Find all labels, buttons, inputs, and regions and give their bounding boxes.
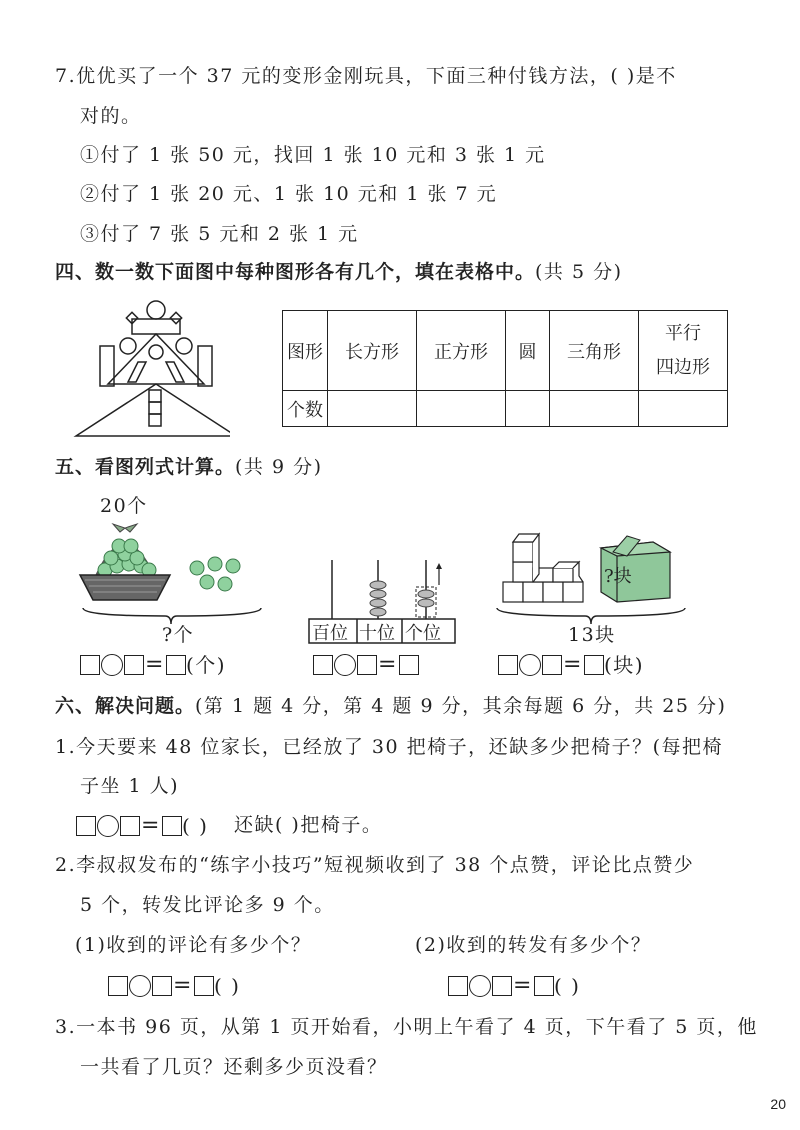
q7-option-2: ②付了 1 张 20 元、1 张 10 元和 1 张 7 元 (80, 183, 498, 205)
answer-box[interactable] (108, 976, 128, 996)
table-header-count: 个数 (283, 391, 328, 427)
answer-box[interactable] (498, 655, 518, 675)
shape-figure (70, 298, 230, 438)
answer-box[interactable] (313, 655, 333, 675)
problem3-line2: 一共看了几页？还剩多少页没看？ (80, 1056, 388, 1078)
box-unknown-label: ?块 (604, 566, 632, 587)
col-parallelogram: 平行 四边形 (639, 311, 728, 391)
problem1-line1: 1.今天要来 48 位家长，已经放了 30 把椅子，还缺多少把椅子？(每把椅 (55, 736, 724, 758)
section6-score: (第 1 题 4 分，第 4 题 9 分，其余每题 6 分，共 25 分) (195, 695, 727, 717)
fig1-unit: (个) (185, 653, 227, 677)
count-cell[interactable] (328, 391, 417, 427)
section6-heading (55, 694, 726, 718)
count-cell[interactable] (639, 391, 728, 427)
problem1-line2: 子坐 1 人) (80, 775, 180, 797)
fig1-bottom-label: ?个 (162, 624, 195, 646)
answer-box[interactable] (542, 655, 562, 675)
col-rectangle: 长方形 (328, 311, 417, 391)
operator-circle[interactable] (101, 654, 123, 676)
problem1-answer: = ( ) 还缺( )把椅子。 (76, 813, 382, 838)
operator-circle[interactable] (97, 815, 119, 837)
q7-option-1: ①付了 1 张 50 元，找回 1 张 10 元和 3 张 1 元 (80, 144, 546, 166)
section4-score: (共 5 分) (535, 261, 623, 283)
answer-box[interactable] (166, 655, 186, 675)
fig1-top-label: 20个 (100, 495, 148, 517)
answer-box[interactable] (399, 655, 419, 675)
fig3-unit: (块) (603, 653, 645, 677)
problem2-line2: 5 个，转发比评论多 9 个。 (80, 894, 335, 916)
answer-box[interactable] (584, 655, 604, 675)
fig1-equation: = (个) (80, 652, 226, 677)
answer-box[interactable] (162, 816, 182, 836)
q7-line2: 对的。 (80, 105, 142, 127)
shape-count-table (282, 310, 728, 427)
answer-paren[interactable]: ( ) (213, 974, 241, 998)
col-square: 正方形 (417, 311, 506, 391)
problem2-q1-equation: = ( ) (108, 973, 240, 998)
section5-title: 五、看图列式计算。 (55, 456, 236, 478)
answer-box[interactable] (534, 976, 554, 996)
page-number: 20 (770, 1096, 786, 1112)
problem1-answer-text: 还缺( )把椅子。 (233, 814, 383, 836)
col-triangle: 三角形 (550, 311, 639, 391)
abacus-label-hundreds: 百位 (312, 623, 348, 644)
problem2-q2-equation: = ( ) (448, 973, 580, 998)
operator-circle[interactable] (519, 654, 541, 676)
problem2-q1: (1)收到的评论有多少个？ (75, 934, 312, 956)
section4-title: 四、数一数下面图中每种图形各有几个，填在表格中。 (55, 261, 536, 283)
fig3-bottom-label: 13块 (568, 624, 616, 646)
section5-score: (共 9 分) (235, 456, 323, 478)
problem3-line1: 3.一本书 96 页，从第 1 页开始看，小明上午看了 4 页，下午看了 5 页，他 (55, 1016, 758, 1038)
fig3-equation: = (块) (498, 652, 644, 677)
operator-circle[interactable] (334, 654, 356, 676)
operator-circle[interactable] (129, 975, 151, 997)
section5-heading (55, 455, 323, 479)
col-circle: 圆 (506, 311, 550, 391)
count-cell[interactable] (417, 391, 506, 427)
count-cell[interactable] (550, 391, 639, 427)
answer-box[interactable] (76, 816, 96, 836)
q7-option-3: ③付了 7 张 5 元和 2 张 1 元 (80, 223, 359, 245)
answer-box[interactable] (124, 655, 144, 675)
abacus-label-tens: 十位 (359, 623, 395, 644)
problem2-line1: 2.李叔叔发布的“练字小技巧”短视频收到了 38 个点赞，评论比点赞少 (55, 854, 695, 876)
answer-box[interactable] (492, 976, 512, 996)
answer-box[interactable] (152, 976, 172, 996)
answer-box[interactable] (120, 816, 140, 836)
abacus-label-ones: 个位 (405, 623, 441, 644)
answer-box[interactable] (80, 655, 100, 675)
table-header-shape: 图形 (283, 311, 328, 391)
problem2-q2: (2)收到的转发有多少个？ (415, 934, 652, 956)
section6-title: 六、解决问题。 (55, 695, 196, 717)
count-cell[interactable] (506, 391, 550, 427)
operator-circle[interactable] (469, 975, 491, 997)
answer-box[interactable] (448, 976, 468, 996)
answer-box[interactable] (357, 655, 377, 675)
answer-paren[interactable]: ( ) (553, 974, 581, 998)
section4-heading (55, 260, 623, 284)
basket-figure (75, 520, 275, 640)
fig2-equation: = (313, 652, 419, 677)
answer-paren[interactable]: ( ) (181, 814, 209, 838)
q7-line1: 7.优优买了一个 37 元的变形金刚玩具，下面三种付钱方法，( )是不 (55, 65, 677, 87)
answer-box[interactable] (194, 976, 214, 996)
